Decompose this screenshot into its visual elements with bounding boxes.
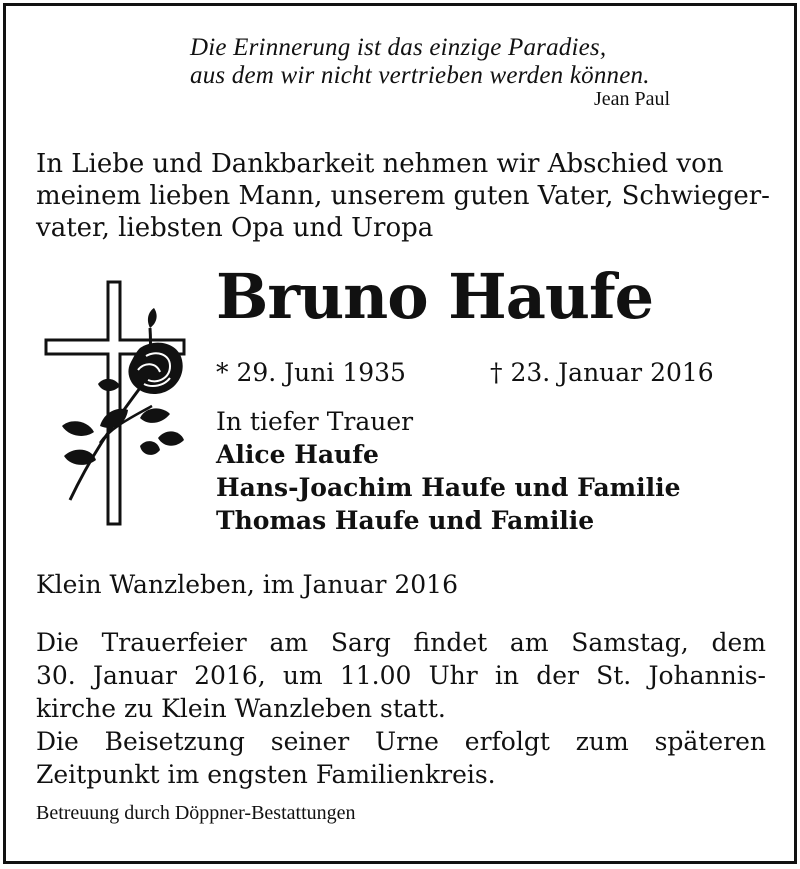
quote-line-2: aus dem wir nicht vertrieben werden können.: [190, 62, 650, 89]
funeral-info: [36, 626, 766, 791]
place-date: Klein Wanzleben, im Januar 2016: [36, 570, 458, 599]
mourner-name: Thomas Haufe und Familie: [216, 506, 595, 535]
intro-line-1: In Liebe und Dankbarkeit nehmen wir Abschied von: [36, 149, 724, 179]
funeral-line-2: 30. Januar 2016, um 11.00 Uhr in der St. Johannis-: [36, 661, 766, 690]
mourner-name: Hans-Joachim Haufe und Familie: [216, 473, 681, 502]
intro-text: [36, 148, 770, 244]
quote-author: Jean Paul: [594, 88, 671, 110]
undertaker-credit: Betreuung durch Döppner-Bestattungen: [36, 802, 356, 824]
cross-with-rose-icon: [40, 278, 200, 528]
mourners: [216, 405, 681, 537]
mourner-name: Alice Haufe: [216, 440, 379, 469]
funeral-line-1: Die Trauerfeier am Sarg findet am Samstag, dem: [36, 628, 766, 657]
funeral-line-5: Zeitpunkt im engsten Familienkreis.: [36, 760, 496, 789]
quote-line-1: Die Erinnerung ist das einzige Paradies,: [190, 34, 607, 61]
intro-line-3: vater, liebsten Opa und Uropa: [36, 213, 434, 243]
mourners-heading: In tiefer Trauer: [216, 407, 414, 436]
birth-date: * 29. Juni 1935: [216, 358, 406, 387]
funeral-line-4: Die Beisetzung seiner Urne erfolgt zum späteren: [36, 727, 766, 756]
funeral-line-3: kirche zu Klein Wanzleben statt.: [36, 694, 446, 723]
deceased-name: Bruno Haufe: [216, 260, 654, 333]
death-date: † 23. Januar 2016: [490, 358, 714, 387]
intro-line-2: meinem lieben Mann, unserem guten Vater, Schwieger-: [36, 181, 770, 211]
quote: [190, 34, 750, 90]
